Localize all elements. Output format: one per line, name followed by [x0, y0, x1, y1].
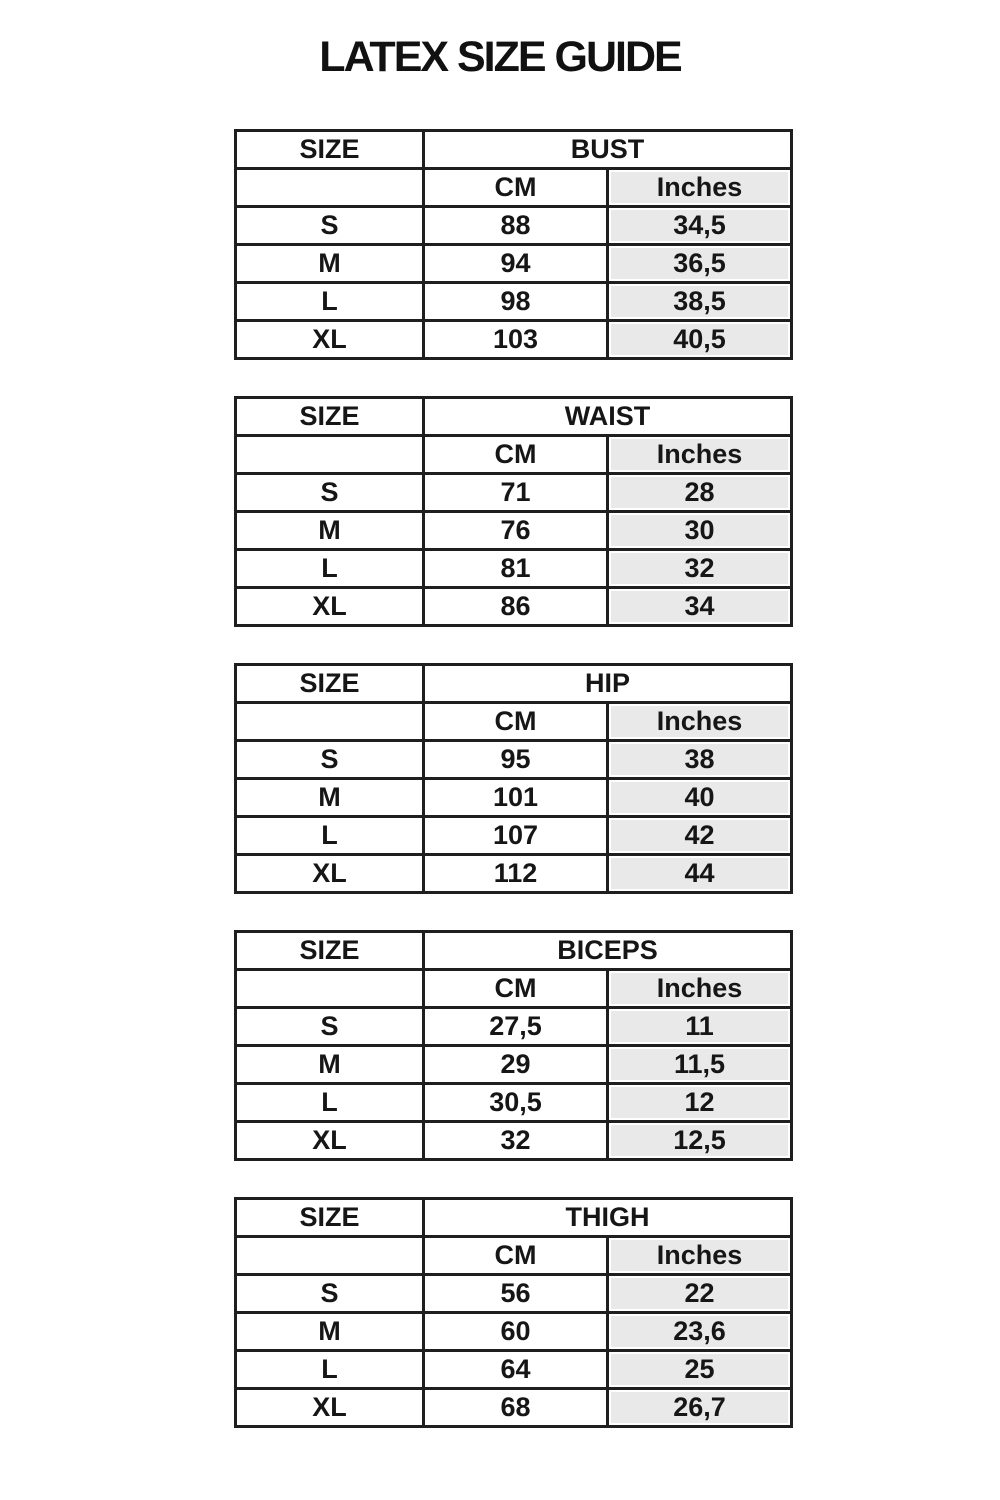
- size-table-waist: [234, 396, 793, 627]
- measure-header-biceps: BICEPS: [424, 932, 792, 970]
- inches-cell: 12,5: [608, 1122, 792, 1160]
- inches-cell: 40: [608, 779, 792, 817]
- inches-column-header: Inches: [608, 1237, 792, 1275]
- size-cell: XL: [236, 1122, 424, 1160]
- inches-cell: 34: [608, 588, 792, 626]
- cm-cell: 56: [424, 1275, 608, 1313]
- table-subheader-row: [236, 970, 792, 1008]
- table-row: [236, 1351, 792, 1389]
- cm-cell: 86: [424, 588, 608, 626]
- inches-cell: 23,6: [608, 1313, 792, 1351]
- size-table-bust: [234, 129, 793, 360]
- cm-cell: 88: [424, 207, 608, 245]
- cm-cell: 103: [424, 321, 608, 359]
- size-cell: L: [236, 283, 424, 321]
- size-cell: S: [236, 1008, 424, 1046]
- cm-cell: 107: [424, 817, 608, 855]
- table-row: [236, 283, 792, 321]
- size-cell: S: [236, 207, 424, 245]
- cm-cell: 112: [424, 855, 608, 893]
- inches-column-header: Inches: [608, 703, 792, 741]
- table-header-row: [236, 398, 792, 436]
- size-table-biceps: [234, 930, 793, 1161]
- table-row: [236, 207, 792, 245]
- cm-column-header: CM: [424, 703, 608, 741]
- cm-cell: 29: [424, 1046, 608, 1084]
- inches-cell: 12: [608, 1084, 792, 1122]
- table-header-row: [236, 665, 792, 703]
- inches-cell: 38,5: [608, 283, 792, 321]
- table-row: [236, 1008, 792, 1046]
- table-row: [236, 779, 792, 817]
- inches-column-header: Inches: [608, 169, 792, 207]
- table-header-row: [236, 932, 792, 970]
- size-cell: M: [236, 1046, 424, 1084]
- size-cell: L: [236, 817, 424, 855]
- cm-cell: 76: [424, 512, 608, 550]
- inches-column-header: Inches: [608, 970, 792, 1008]
- empty-cell: [236, 1237, 424, 1275]
- cm-cell: 81: [424, 550, 608, 588]
- table-header-row: [236, 131, 792, 169]
- size-column-header: SIZE: [236, 932, 424, 970]
- size-cell: L: [236, 1084, 424, 1122]
- size-column-header: SIZE: [236, 398, 424, 436]
- inches-cell: 34,5: [608, 207, 792, 245]
- size-cell: M: [236, 245, 424, 283]
- cm-cell: 32: [424, 1122, 608, 1160]
- cm-column-header: CM: [424, 1237, 608, 1275]
- cm-cell: 101: [424, 779, 608, 817]
- cm-column-header: CM: [424, 970, 608, 1008]
- size-column-header: SIZE: [236, 665, 424, 703]
- measure-header-thigh: THIGH: [424, 1199, 792, 1237]
- cm-cell: 60: [424, 1313, 608, 1351]
- inches-cell: 36,5: [608, 245, 792, 283]
- size-cell: M: [236, 1313, 424, 1351]
- cm-cell: 94: [424, 245, 608, 283]
- size-cell: S: [236, 1275, 424, 1313]
- tables-container: [234, 129, 790, 1428]
- cm-cell: 30,5: [424, 1084, 608, 1122]
- table-row: [236, 817, 792, 855]
- inches-cell: 32: [608, 550, 792, 588]
- cm-cell: 95: [424, 741, 608, 779]
- table-row: [236, 855, 792, 893]
- size-cell: M: [236, 779, 424, 817]
- size-cell: S: [236, 474, 424, 512]
- table-row: [236, 1084, 792, 1122]
- inches-cell: 11: [608, 1008, 792, 1046]
- inches-cell: 22: [608, 1275, 792, 1313]
- size-cell: XL: [236, 321, 424, 359]
- table-subheader-row: [236, 436, 792, 474]
- table-row: [236, 512, 792, 550]
- size-cell: XL: [236, 588, 424, 626]
- table-subheader-row: [236, 169, 792, 207]
- inches-cell: 28: [608, 474, 792, 512]
- inches-cell: 11,5: [608, 1046, 792, 1084]
- size-cell: XL: [236, 1389, 424, 1427]
- empty-cell: [236, 169, 424, 207]
- cm-cell: 64: [424, 1351, 608, 1389]
- size-column-header: SIZE: [236, 131, 424, 169]
- cm-cell: 98: [424, 283, 608, 321]
- table-row: [236, 741, 792, 779]
- table-header-row: [236, 1199, 792, 1237]
- inches-cell: 44: [608, 855, 792, 893]
- table-row: [236, 1275, 792, 1313]
- empty-cell: [236, 703, 424, 741]
- inches-cell: 25: [608, 1351, 792, 1389]
- inches-cell: 26,7: [608, 1389, 792, 1427]
- inches-cell: 30: [608, 512, 792, 550]
- cm-cell: 27,5: [424, 1008, 608, 1046]
- empty-cell: [236, 436, 424, 474]
- size-cell: L: [236, 550, 424, 588]
- measure-header-bust: BUST: [424, 131, 792, 169]
- cm-column-header: CM: [424, 436, 608, 474]
- size-cell: S: [236, 741, 424, 779]
- table-row: [236, 550, 792, 588]
- table-row: [236, 474, 792, 512]
- cm-column-header: CM: [424, 169, 608, 207]
- table-subheader-row: [236, 1237, 792, 1275]
- size-cell: L: [236, 1351, 424, 1389]
- table-row: [236, 321, 792, 359]
- inches-cell: 38: [608, 741, 792, 779]
- inches-column-header: Inches: [608, 436, 792, 474]
- size-table-hip: [234, 663, 793, 894]
- measure-header-waist: WAIST: [424, 398, 792, 436]
- inches-cell: 40,5: [608, 321, 792, 359]
- table-row: [236, 588, 792, 626]
- size-cell: M: [236, 512, 424, 550]
- cm-cell: 71: [424, 474, 608, 512]
- measure-header-hip: HIP: [424, 665, 792, 703]
- inches-cell: 42: [608, 817, 792, 855]
- table-row: [236, 1122, 792, 1160]
- table-row: [236, 245, 792, 283]
- size-cell: XL: [236, 855, 424, 893]
- size-table-thigh: [234, 1197, 793, 1428]
- table-row: [236, 1389, 792, 1427]
- table-row: [236, 1046, 792, 1084]
- cm-cell: 68: [424, 1389, 608, 1427]
- table-row: [236, 1313, 792, 1351]
- size-column-header: SIZE: [236, 1199, 424, 1237]
- page-title: LATEX SIZE GUIDE: [319, 33, 681, 81]
- empty-cell: [236, 970, 424, 1008]
- table-subheader-row: [236, 703, 792, 741]
